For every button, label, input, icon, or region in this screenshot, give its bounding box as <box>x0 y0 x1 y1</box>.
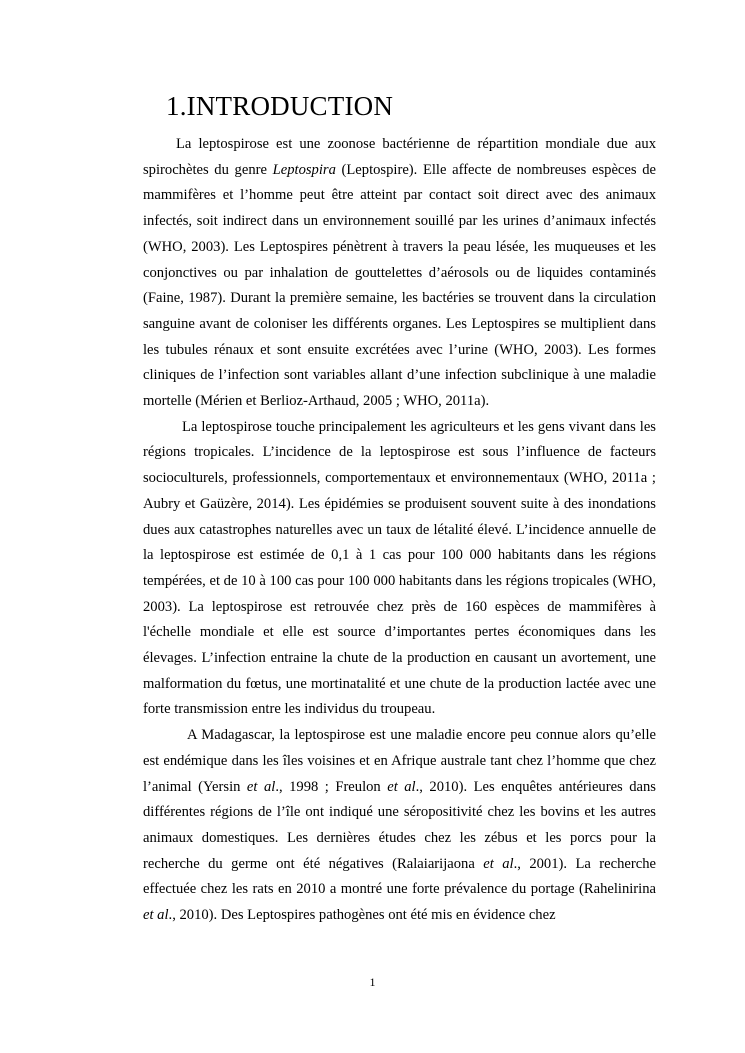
body-text <box>143 132 656 929</box>
italic-text-run: et al <box>143 907 169 924</box>
italic-text-run: et al <box>483 855 514 872</box>
page-number: 1 <box>369 975 376 989</box>
italic-text-run: et al <box>387 778 416 795</box>
italic-text-run: Leptospira <box>272 161 336 178</box>
text-run: ., 2001). La recherche effectuée chez les rats en 2010 a montré une forte prévalence du portage (Rahelinirina <box>143 855 656 898</box>
section-heading: 1.INTRODUCTION <box>166 91 394 121</box>
text-run: ., 1998 ; Freulon <box>275 778 388 795</box>
text-run: ., 2010). Les enquêtes antérieures dans différentes régions de l’île ont indiqué une séropositivité chez les bovins et les autres animaux domestiques. Les dernières études chez les zébus et les porcs pour la recherche du germe ont été négatives (Ralaiarijaona <box>143 778 656 872</box>
paragraph <box>143 415 656 723</box>
italic-text-run: et al <box>246 778 276 795</box>
text-run: La leptospirose est une zoonose bactérienne de répartition mondiale due aux spirochètes du genre <box>143 136 656 178</box>
text-run: ., 2010). Des Leptospires pathogènes ont été mis en évidence chez <box>168 907 556 924</box>
text-run: La leptospirose touche principalement les agriculteurs et les gens vivant dans les régions tropicales. L’incidence de la leptospirose est sous l’influence de facteurs socioculturels, professionnels, comportementaux et environnementaux (WHO, 2011a ; Aubry et Gaüzère, 2014). Les épidémies se produisent souvent suite à des inondations dues aux catastrophes naturelles avec un taux de létalité élevé. L’incidence annuelle de la leptospirose est estimée de 0,1 à 1 cas pour 100 000 habitants dans les régions tempérées, et de 10 à 100 cas pour 100 000 habitants dans les régions tropicales (WHO, 2003). La leptospirose est retrouvée chez près de 160 espèces de mammifères à l'échelle mondiale et elle est source d’importantes pertes économiques dans les élevages. L’infection entraine la chute de la production en causant un avortement, une malformation du fœtus, une mortinatalité et une chute de la production lactée avec une forte transmission entre les individus du troupeau. <box>143 418 656 718</box>
text-run: A Madagascar, la leptospirose est une maladie encore peu connue alors qu’elle est endémique dans les îles voisines et en Afrique australe tant chez l’homme que chez l’animal (Yersin <box>143 727 656 795</box>
text-run: (Leptospire). Elle affecte de nombreuses espèces de mammifères et l’homme peut être atteint par contact soit direct avec des animaux infectés, soit indirect dans un environnement souillé par les urines d’animaux infectés (WHO, 2003). Les Leptospires pénètrent à travers la peau lésée, les muqueuses et les conjonctives ou par inhalation de gouttelettes d’aérosols ou de liquides contaminés (Faine, 1987). Durant la première semaine, les bactéries se trouvent dans la circulation sanguine avant de coloniser les différents organes. Les Leptospires se multiplient dans les tubules rénaux et sont ensuite excrétées avec l’urine (WHO, 2003). Les formes cliniques de l’infection sont variables allant d’une infection subclinique à une maladie mortelle (Mérien et Berlioz-Arthaud, 2005 ; WHO, 2011a). <box>143 161 656 410</box>
paragraph <box>143 723 656 929</box>
paragraph <box>143 132 656 415</box>
